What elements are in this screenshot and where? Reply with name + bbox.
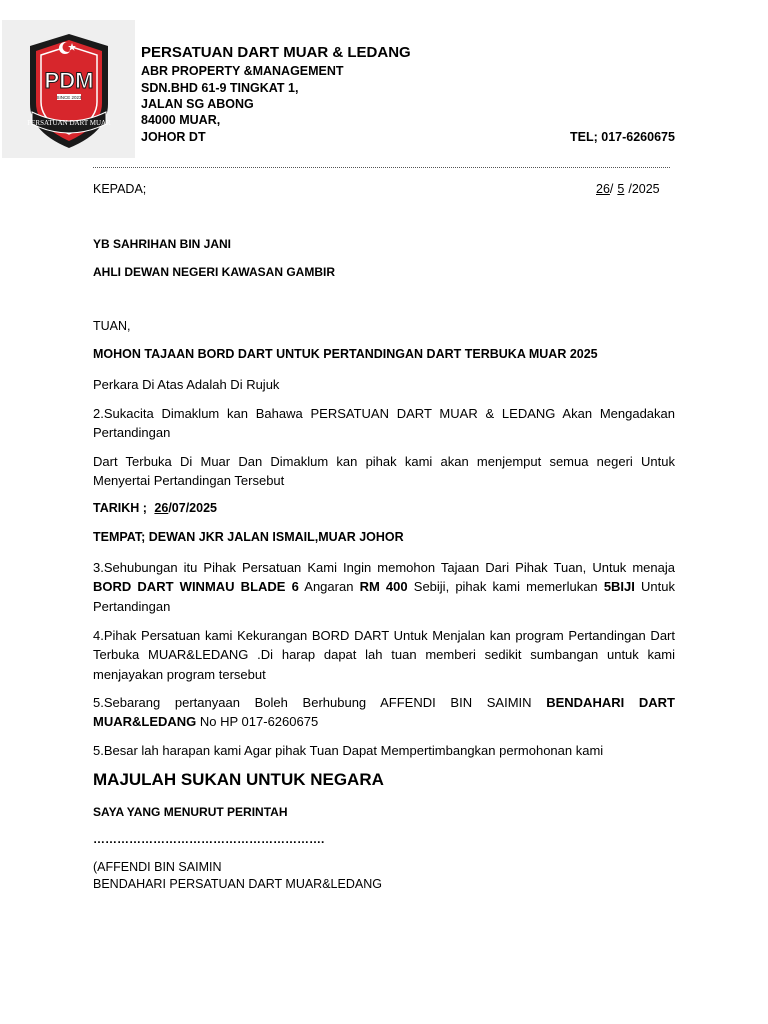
date-sep-1: / — [609, 182, 614, 196]
closing: SAYA YANG MENURUT PERINTAH — [93, 805, 288, 819]
paragraph-5 — [93, 693, 675, 732]
signer-name: (AFFENDI BIN SAIMIN — [93, 860, 222, 874]
paragraph-3 — [93, 558, 675, 616]
paragraph-6: 5.Besar lah harapan kami Agar pihak Tuan Dapat Mempertimbangkan permohonan kami — [93, 743, 604, 758]
p3-product: BORD DART WINMAU BLADE 6 — [93, 579, 299, 595]
address-line-5: JOHOR DT — [141, 130, 206, 144]
org-name: PERSATUAN DART MUAR & LEDANG — [141, 44, 411, 61]
pdm-shield-logo — [2, 20, 135, 158]
paragraph-2b: Dart Terbuka Di Muar Dan Dimaklum kan pihak kami akan menjemput semua negeri Untuk Menyertai Pertandingan Tersebut — [93, 454, 675, 489]
p5-a: 5.Sebarang pertanyaan Boleh Berhubung AFFENDI BIN SAIMIN — [93, 695, 547, 710]
tarikh-label: TARIKH ; — [93, 501, 147, 515]
address-line-2: SDN.BHD 61-9 TINGKAT 1, — [141, 81, 299, 95]
date-day: 26 — [596, 182, 610, 196]
letter-date — [596, 182, 660, 196]
paragraph-1: Perkara Di Atas Adalah Di Rujuk — [93, 377, 280, 392]
date-sep-2: / — [628, 182, 632, 196]
p3-price: RM 400 — [359, 579, 408, 595]
p3-a: 3.Sehubungan itu Pihak Persatuan Kami Ingin memohon Tajaan Dari Pihak Tuan, Untuk menaja — [93, 560, 675, 575]
tarikh — [93, 501, 217, 515]
p5-role: BENDAHARI DART MUAR&LEDANG — [93, 695, 676, 730]
date-year: 2025 — [631, 182, 660, 196]
motto: MAJULAH SUKAN UNTUK NEGARA — [93, 770, 384, 789]
p3-qty: 5BIJI — [603, 579, 635, 595]
logo — [2, 20, 135, 158]
paragraph-2: 2.Sukacita Dimaklum kan Bahawa PERSATUAN DART MUAR & LEDANG Akan Mengadakan Pertandingan — [93, 406, 675, 441]
address-line-3: JALAN SG ABONG — [141, 97, 254, 111]
logo-ribbon-text: PERSATUAN DART MUAR — [27, 119, 111, 127]
recipient-name: YB SAHRIHAN BIN JANI — [93, 237, 232, 251]
logo-acronym: PDM — [44, 68, 94, 93]
p3-g: Untuk Pertandingan — [93, 579, 675, 614]
signer-title: BENDAHARI PERSATUAN DART MUAR&LEDANG — [93, 877, 382, 891]
salutation: TUAN, — [93, 319, 131, 333]
subject: MOHON TAJAAN BORD DART UNTUK PERTANDINGAN DART TERBUKA MUAR 2025 — [93, 347, 598, 361]
paragraph-4: 4.Pihak Persatuan kami Kekurangan BORD DART Untuk Menjalan kan program Pertandingan Dart Terbuka MUAR&LEDANG .Di harap dapat lah tuan memberi sedikit sumbangan untuk kami menjayakan program tersebut — [93, 628, 675, 682]
tel: TEL; 017-6260675 — [570, 130, 675, 144]
logo-since: SINCE 2023 — [56, 95, 82, 100]
header-divider — [93, 167, 670, 168]
p5-c: No HP 017-6260675 — [196, 714, 319, 730]
p3-e: Sebiji, pihak kami memerlukan — [407, 579, 604, 595]
tarikh-rest: /07/2025 — [168, 501, 217, 515]
date-month: 5 — [617, 182, 625, 196]
recipient-title: AHLI DEWAN NEGERI KAWASAN GAMBIR — [93, 265, 336, 279]
tempat: TEMPAT; DEWAN JKR JALAN ISMAIL,MUAR JOHOR — [93, 530, 404, 544]
p3-c: Angaran — [298, 579, 360, 595]
signature-line: …………………………………………………. — [93, 832, 325, 846]
address-line-4: 84000 MUAR, — [141, 113, 221, 127]
kepada-label: KEPADA; — [93, 182, 147, 196]
tarikh-day: 26 — [154, 501, 169, 515]
address-line-1: ABR PROPERTY &MANAGEMENT — [141, 64, 344, 78]
